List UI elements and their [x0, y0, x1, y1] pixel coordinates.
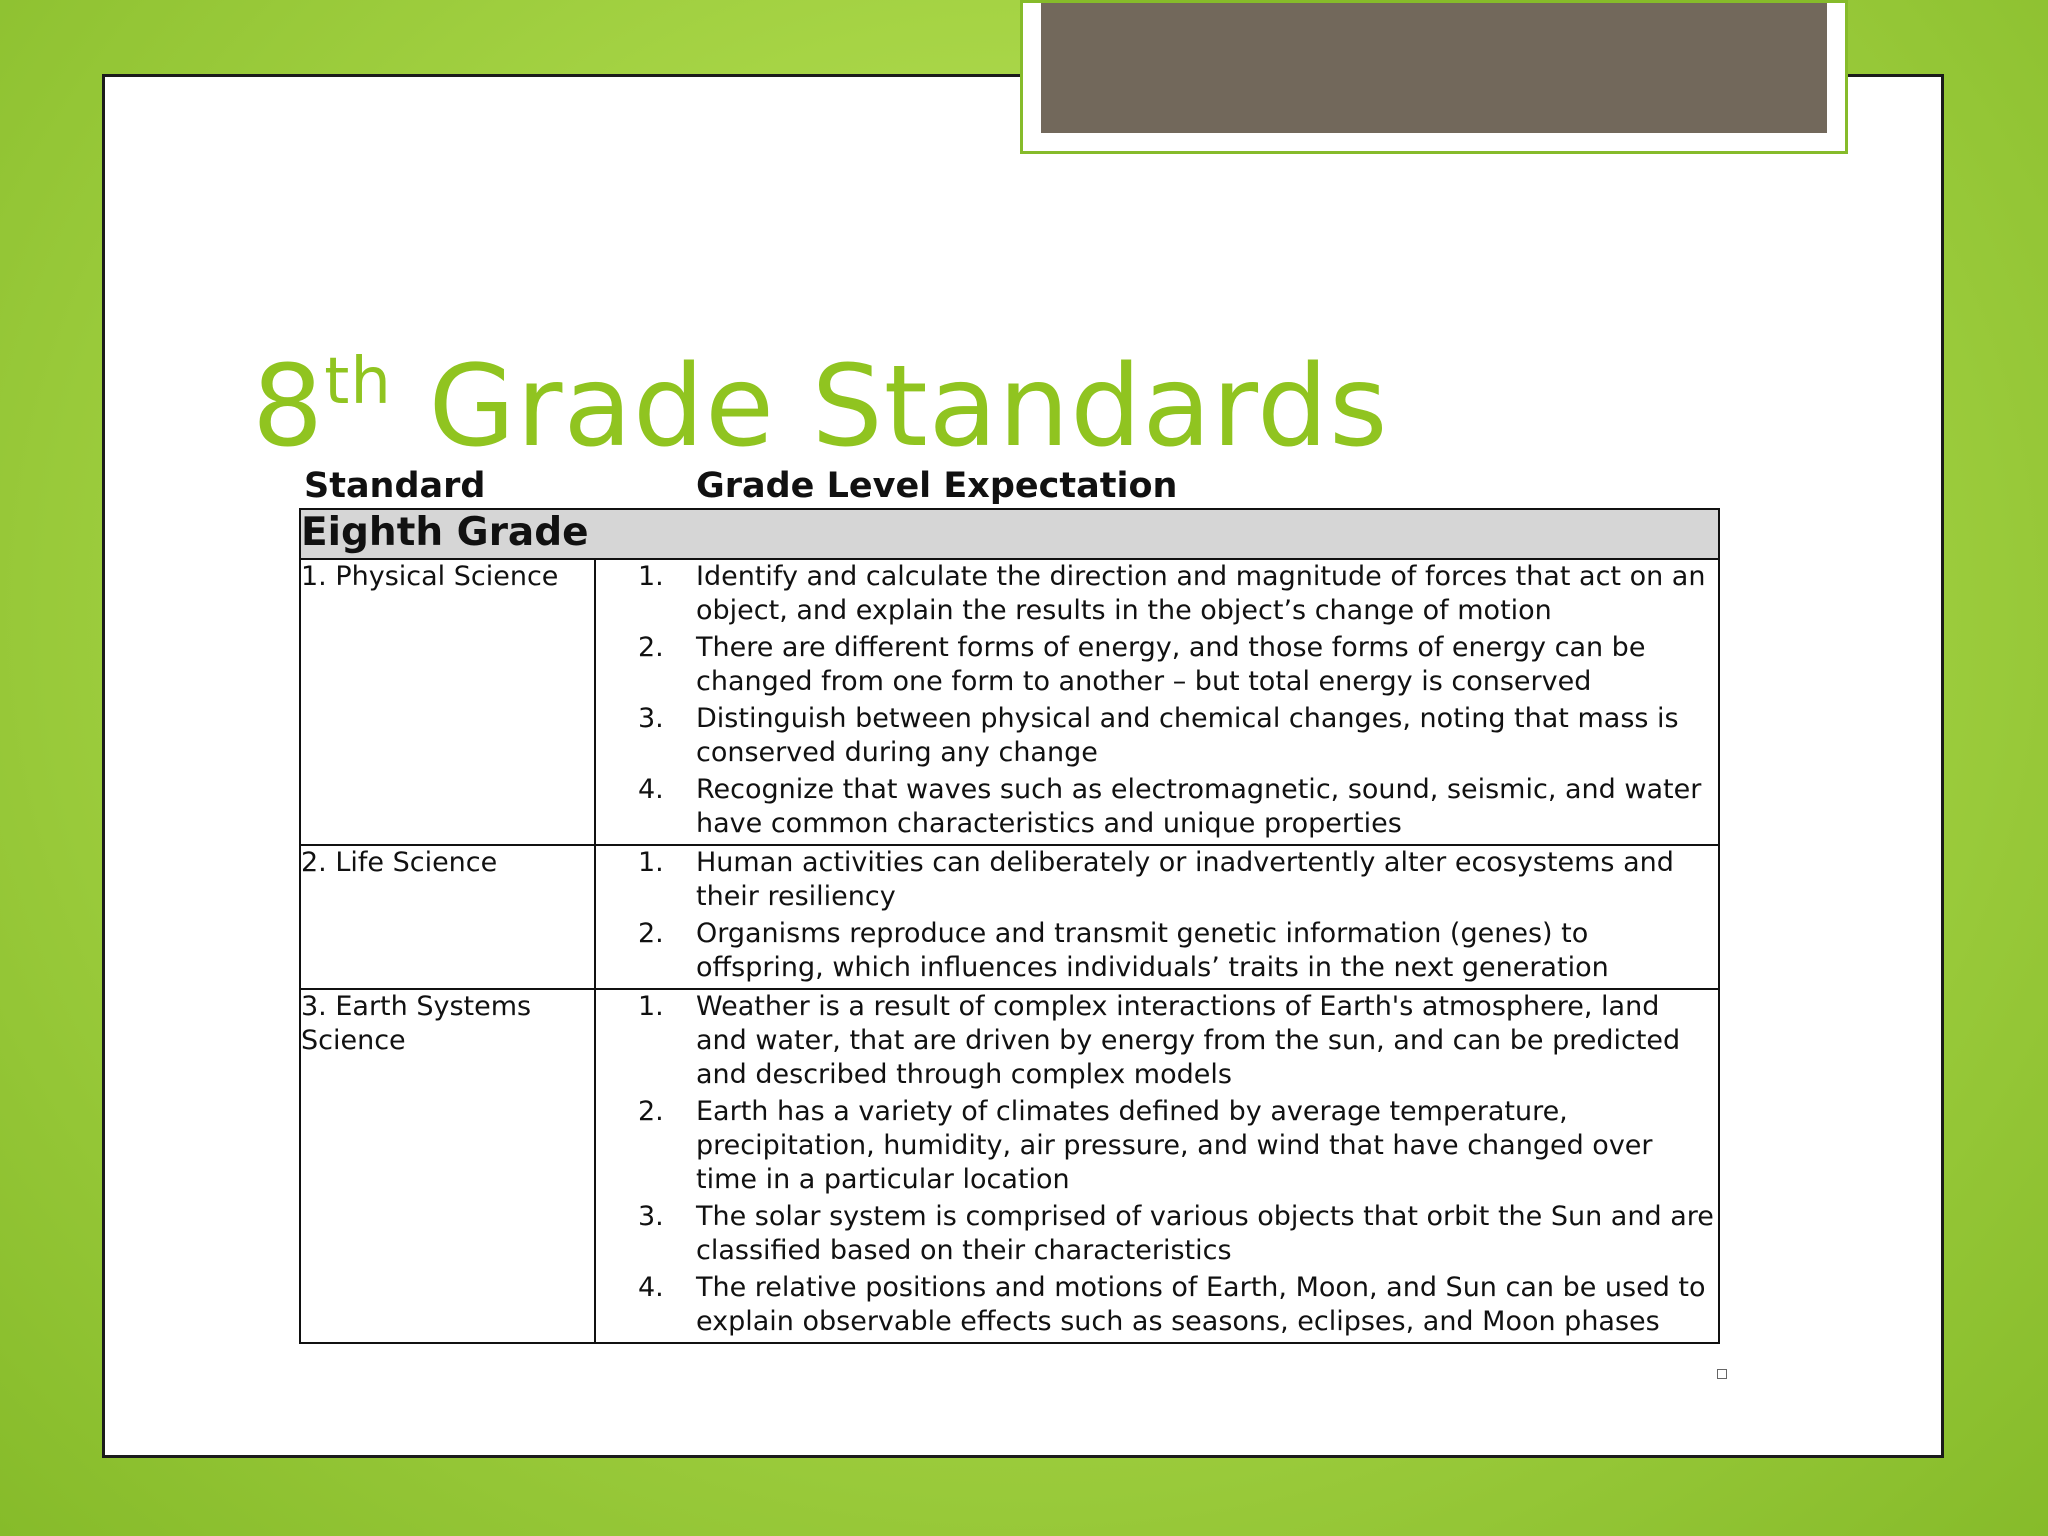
expectations-cell	[595, 989, 1719, 1343]
title-tab-decoration	[1020, 0, 1848, 154]
resize-handle[interactable]	[1717, 1369, 1727, 1379]
expectation-list	[596, 560, 1718, 841]
expectation-text: Earth has a variety of climates defined by average temperature, precipitation, humidity, air pressure, and wind that have changed over time in a particular location	[696, 1096, 1653, 1195]
expectation-text: Organisms reproduce and transmit genetic information (genes) to offspring, which influences individuals’ traits in the next generation	[696, 918, 1609, 983]
expectation-number: 3.	[638, 1201, 664, 1232]
expectation-text: Weather is a result of complex interactions of Earth's atmosphere, land and water, that are driven by energy from the sun, and can be predicted and described through complex models	[696, 991, 1681, 1090]
expectation-column-header: Grade Level Expectation	[696, 466, 1178, 506]
expectation-number: 2.	[638, 632, 664, 663]
expectation-item	[596, 1095, 1718, 1197]
expectation-text: Human activities can deliberately or inadvertently alter ecosystems and their resiliency	[696, 847, 1674, 912]
grade-label: Eighth Grade	[300, 509, 1719, 559]
grade-row	[300, 509, 1719, 559]
expectation-item	[596, 846, 1718, 914]
expectations-cell	[595, 559, 1719, 845]
standard-name: 1. Physical Science	[300, 559, 595, 845]
expectation-text: The solar system is comprised of various objects that orbit the Sun and are classified based on their characteristics	[696, 1201, 1714, 1266]
expectation-item	[596, 631, 1718, 699]
expectation-number: 2.	[638, 1096, 664, 1127]
title-number: 8	[252, 342, 325, 472]
title-superscript: th	[324, 345, 392, 419]
standard-row	[300, 559, 1719, 845]
expectation-item	[596, 773, 1718, 841]
expectation-list	[596, 990, 1718, 1339]
expectation-item	[596, 1200, 1718, 1268]
expectation-text: There are different forms of energy, and those forms of energy can be changed from one form to another – but total energy is conserved	[696, 632, 1646, 697]
expectation-list	[596, 846, 1718, 985]
expectation-text: Recognize that waves such as electromagnetic, sound, seismic, and water have common characteristics and unique properties	[696, 774, 1702, 839]
expectation-text: The relative positions and motions of Earth, Moon, and Sun can be used to explain observable effects such as seasons, eclipses, and Moon phases	[696, 1272, 1706, 1337]
expectation-number: 1.	[638, 991, 664, 1022]
title-text: Grade Standards	[391, 342, 1389, 472]
expectation-text: Distinguish between physical and chemical changes, noting that mass is conserved during any change	[696, 703, 1679, 768]
expectation-number: 4.	[638, 774, 664, 805]
slide-title	[252, 340, 1388, 474]
standards-table	[299, 508, 1720, 1344]
standard-name: 3. Earth Systems Science	[300, 989, 595, 1343]
expectation-number: 1.	[638, 847, 664, 878]
expectation-number: 2.	[638, 918, 664, 949]
expectation-item	[596, 702, 1718, 770]
standard-row	[300, 845, 1719, 989]
expectation-number: 1.	[638, 561, 664, 592]
standard-column-header: Standard	[304, 466, 486, 506]
expectation-text: Identify and calculate the direction and magnitude of forces that act on an object, and explain the results in the object’s change of motion	[696, 561, 1706, 626]
expectations-cell	[595, 845, 1719, 989]
standard-row	[300, 989, 1719, 1343]
title-tab-fill	[1041, 3, 1827, 133]
expectation-item	[596, 560, 1718, 628]
expectation-number: 3.	[638, 703, 664, 734]
expectation-item	[596, 1271, 1718, 1339]
expectation-item	[596, 917, 1718, 985]
expectation-item	[596, 990, 1718, 1092]
standard-name: 2. Life Science	[300, 845, 595, 989]
expectation-number: 4.	[638, 1272, 664, 1303]
